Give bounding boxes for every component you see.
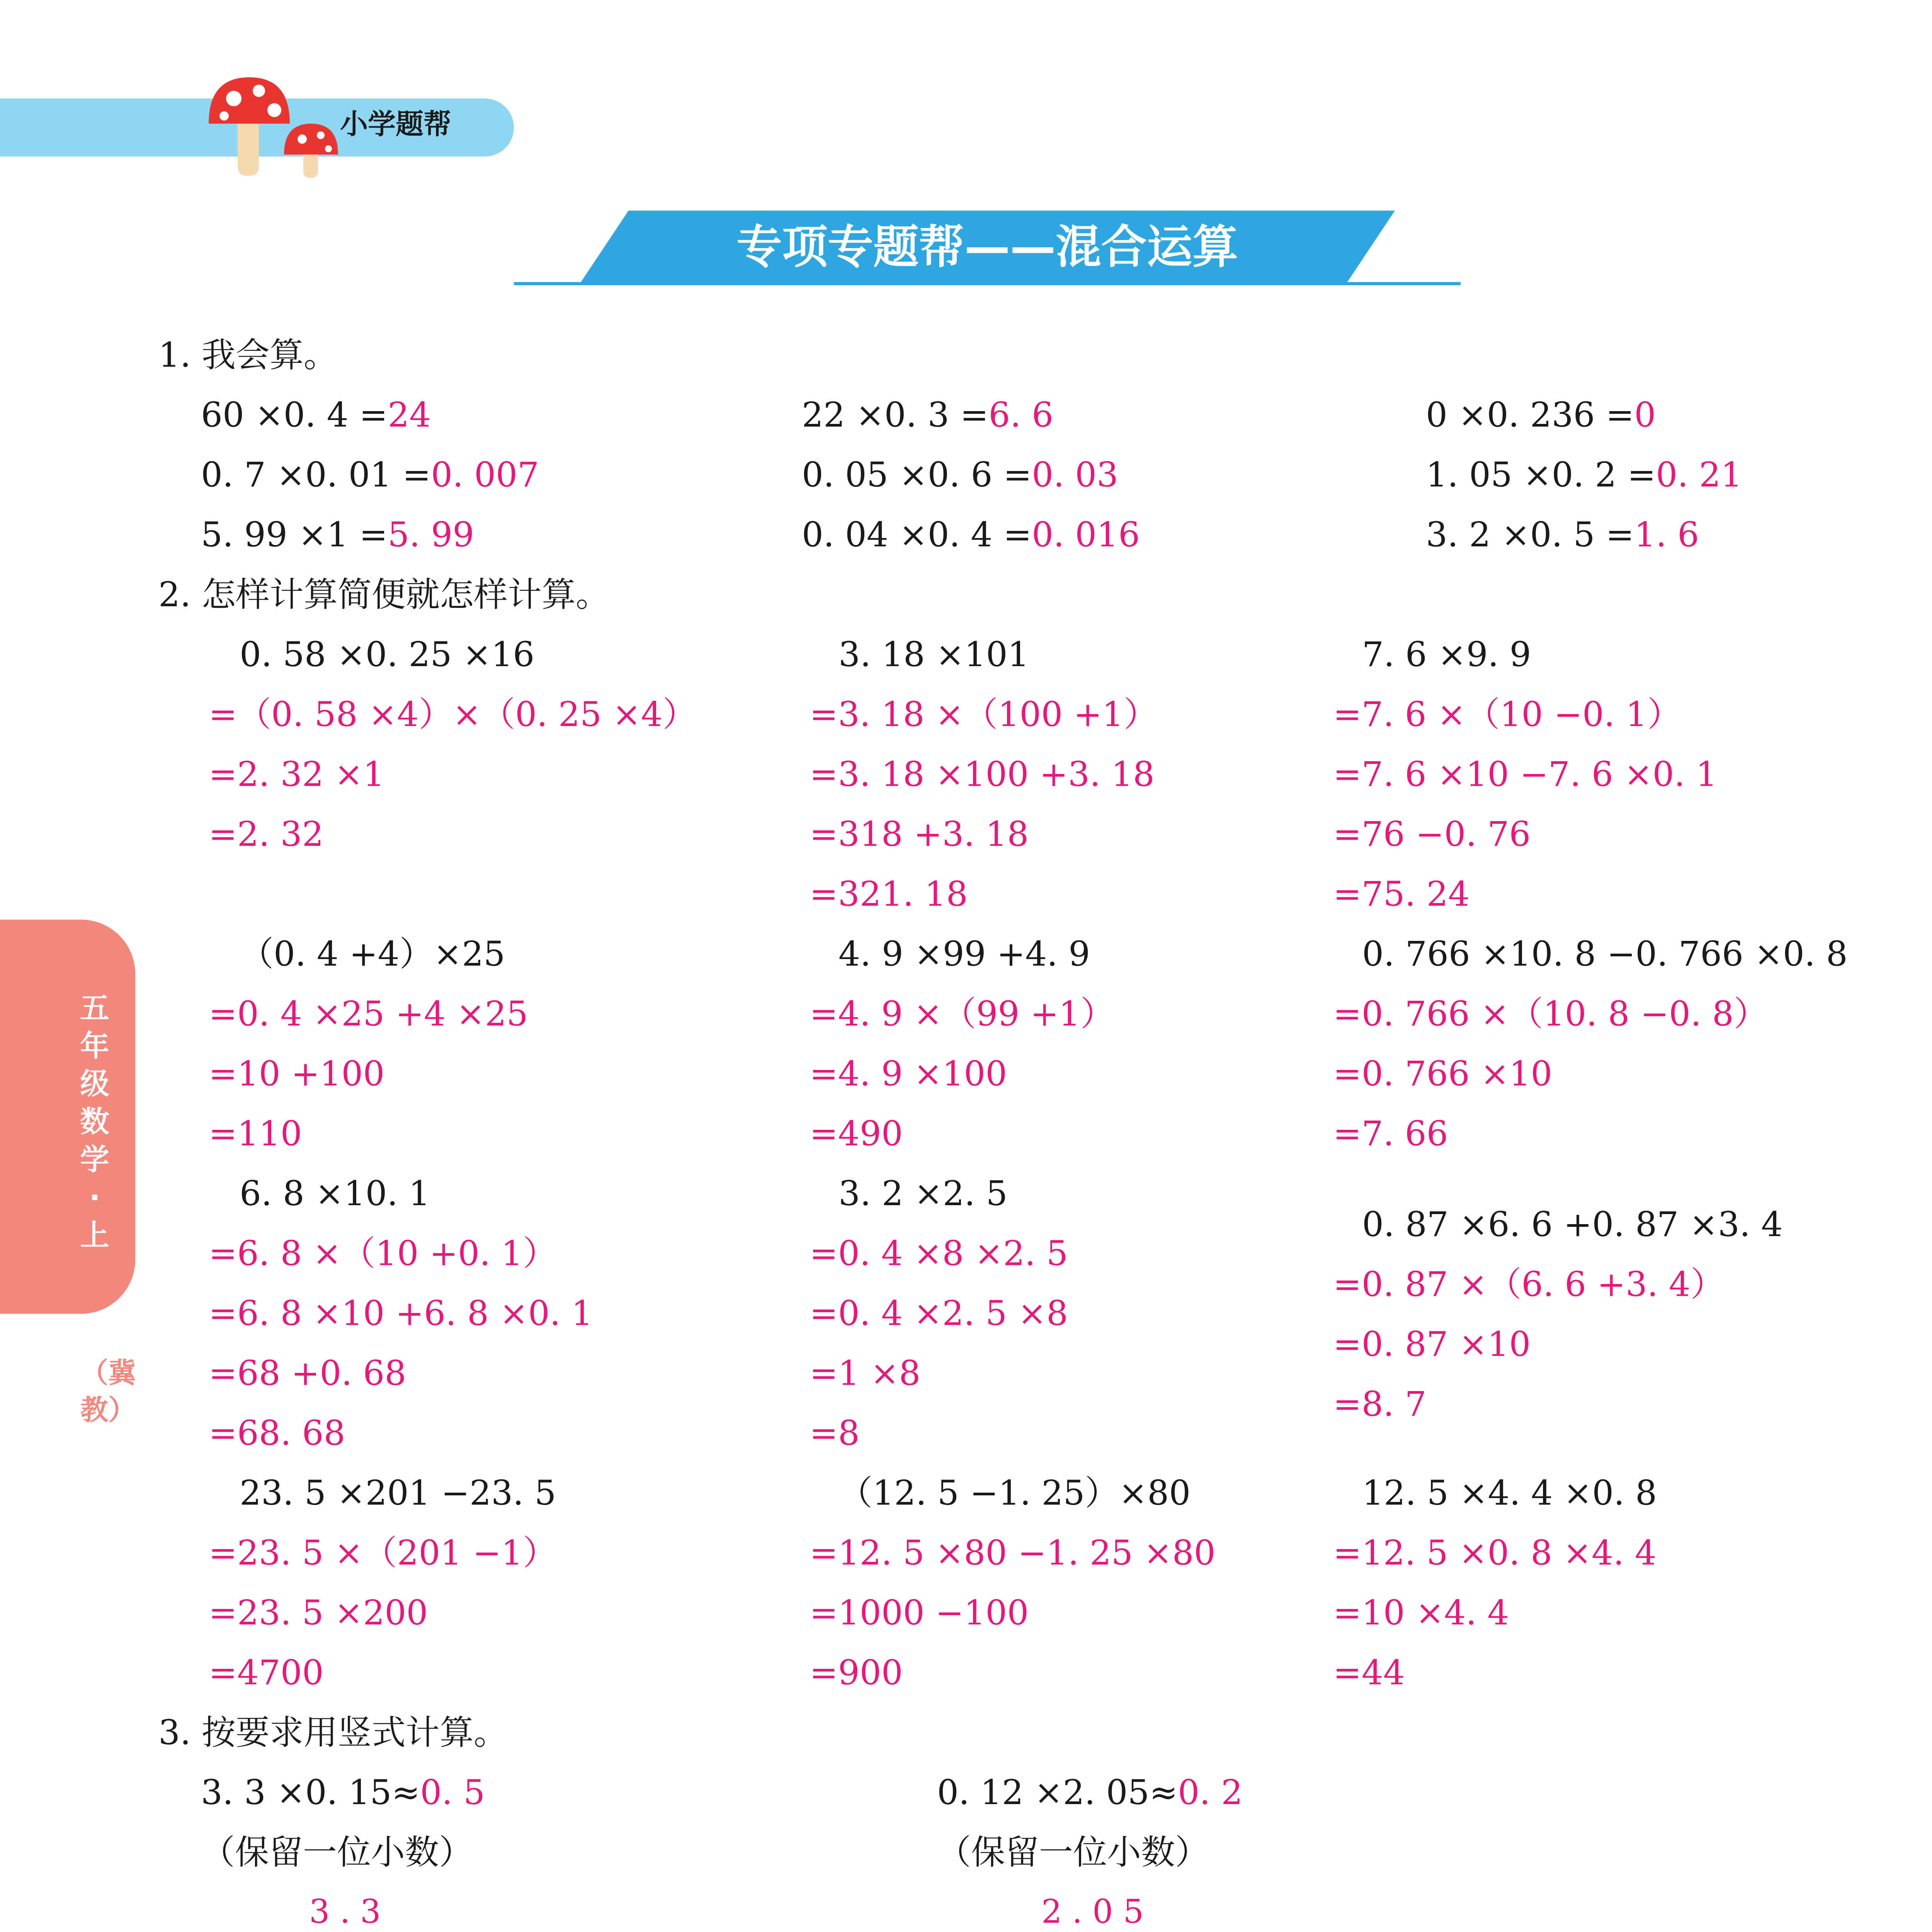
simplify-step: =110: [209, 1114, 302, 1153]
simplify-step: =1 ×8: [810, 1353, 921, 1393]
section2-heading: 2. 怎样计算简便就怎样计算。: [158, 575, 610, 614]
simplify-step: =68 +0. 68: [209, 1353, 406, 1393]
mushroom-logo-icon: [201, 70, 340, 182]
simplify-step: =6. 8 ×（10 +0. 1）: [209, 1233, 557, 1273]
edition-label: （冀教）: [80, 1357, 136, 1426]
simplify-step: =7. 66: [1333, 1114, 1448, 1153]
calc-problem: 0 ×0. 236 =0: [1426, 395, 1656, 435]
simplify-step: =10 +100: [209, 1054, 385, 1094]
vertical-row: 2.05: [1041, 1893, 1154, 1930]
brand-label: 小学题帮: [340, 108, 452, 140]
simplify-question: 0. 766 ×10. 8 −0. 766 ×0. 8: [1362, 934, 1848, 974]
simplify-step: =44: [1333, 1653, 1405, 1692]
simplify-step: =8. 7: [1333, 1384, 1427, 1424]
calc-problem: 3. 2 ×0. 5 =1. 6: [1426, 515, 1699, 554]
simplify-step: =490: [810, 1114, 903, 1153]
simplify-step: =8: [810, 1413, 860, 1453]
calc-problem: 1. 05 ×0. 2 =0. 21: [1426, 455, 1743, 495]
simplify-step: =10 ×4. 4: [1333, 1593, 1509, 1633]
simplify-step: =0. 766 ×（10. 8 −0. 8）: [1333, 994, 1768, 1034]
simplify-step: =75. 24: [1333, 874, 1470, 914]
calc-problem: 0. 7 ×0. 01 =0. 007: [201, 455, 539, 495]
simplify-step: =0. 4 ×8 ×2. 5: [810, 1233, 1068, 1273]
simplify-step: =2. 32 ×1: [209, 754, 385, 794]
simplify-question: （12. 5 −1. 25）×80: [838, 1473, 1191, 1513]
simplify-step: =0. 766 ×10: [1333, 1054, 1553, 1094]
vertical-row: 3.3: [309, 1893, 391, 1930]
estimate-problem: 3. 3 ×0. 15≈0. 5: [201, 1772, 485, 1812]
simplify-question: 23. 5 ×201 −23. 5: [240, 1473, 556, 1513]
simplify-step: =4. 9 ×100: [810, 1054, 1007, 1094]
calc-problem: 22 ×0. 3 =6. 6: [802, 395, 1054, 435]
simplify-step: =1000 −100: [810, 1593, 1029, 1633]
page-title: 专项专题帮——混合运算: [736, 220, 1238, 274]
simplify-step: =3. 18 ×（100 +1）: [810, 694, 1158, 734]
simplify-question: 12. 5 ×4. 4 ×0. 8: [1362, 1473, 1657, 1513]
simplify-step: =12. 5 ×0. 8 ×4. 4: [1333, 1533, 1656, 1573]
calc-problem: 5. 99 ×1 =5. 99: [201, 515, 474, 554]
simplify-step: =4. 9 ×（99 +1）: [810, 994, 1115, 1034]
simplify-step: =2. 32: [209, 814, 324, 854]
simplify-step: =3. 18 ×100 +3. 18: [810, 754, 1155, 794]
simplify-step: =321. 18: [810, 874, 968, 914]
rounding-note: （保留一位小数）: [937, 1832, 1209, 1872]
simplify-question: 0. 87 ×6. 6 +0. 87 ×3. 4: [1362, 1204, 1783, 1244]
section1-heading: 1. 我会算。: [158, 335, 338, 375]
simplify-step: =4700: [209, 1653, 324, 1692]
side-tab: [0, 920, 135, 1314]
section3-heading: 3. 按要求用竖式计算。: [158, 1713, 508, 1752]
simplify-step: =68. 68: [209, 1413, 345, 1453]
calc-problem: 60 ×0. 4 =24: [201, 395, 431, 435]
simplify-step: =0. 4 ×2. 5 ×8: [810, 1293, 1068, 1333]
simplify-step: =0. 87 ×（6. 6 +3. 4）: [1333, 1264, 1725, 1304]
simplify-question: 4. 9 ×99 +4. 9: [838, 934, 1090, 974]
simplify-step: =900: [810, 1653, 903, 1692]
grade-label: 五年级数学·上: [80, 991, 109, 1252]
simplify-step: =6. 8 ×10 +6. 8 ×0. 1: [209, 1293, 593, 1333]
simplify-step: =0. 87 ×10: [1333, 1324, 1531, 1364]
estimate-problem: 0. 12 ×2. 05≈0. 2: [937, 1772, 1243, 1812]
simplify-step: =76 −0. 76: [1333, 814, 1531, 854]
simplify-step: =7. 6 ×（10 −0. 1）: [1333, 694, 1681, 734]
simplify-question: （0. 4 +4）×25: [240, 934, 505, 974]
rounding-note: （保留一位小数）: [201, 1832, 473, 1872]
calc-problem: 0. 04 ×0. 4 =0. 016: [802, 515, 1140, 554]
simplify-step: =12. 5 ×80 −1. 25 ×80: [810, 1533, 1216, 1573]
simplify-question: 7. 6 ×9. 9: [1362, 634, 1531, 674]
simplify-step: =（0. 58 ×4）×（0. 25 ×4）: [209, 694, 697, 734]
calc-problem: 0. 05 ×0. 6 =0. 03: [802, 455, 1119, 495]
simplify-step: =7. 6 ×10 −7. 6 ×0. 1: [1333, 754, 1718, 794]
simplify-step: =23. 5 ×200: [209, 1593, 428, 1633]
simplify-question: 3. 2 ×2. 5: [838, 1173, 1008, 1213]
simplify-question: 3. 18 ×101: [838, 634, 1029, 674]
simplify-question: 6. 8 ×10. 1: [240, 1173, 430, 1213]
simplify-step: =23. 5 ×（201 −1）: [209, 1533, 557, 1573]
simplify-step: =0. 4 ×25 +4 ×25: [209, 994, 528, 1034]
simplify-question: 0. 58 ×0. 25 ×16: [240, 634, 535, 674]
simplify-step: =318 +3. 18: [810, 814, 1029, 854]
